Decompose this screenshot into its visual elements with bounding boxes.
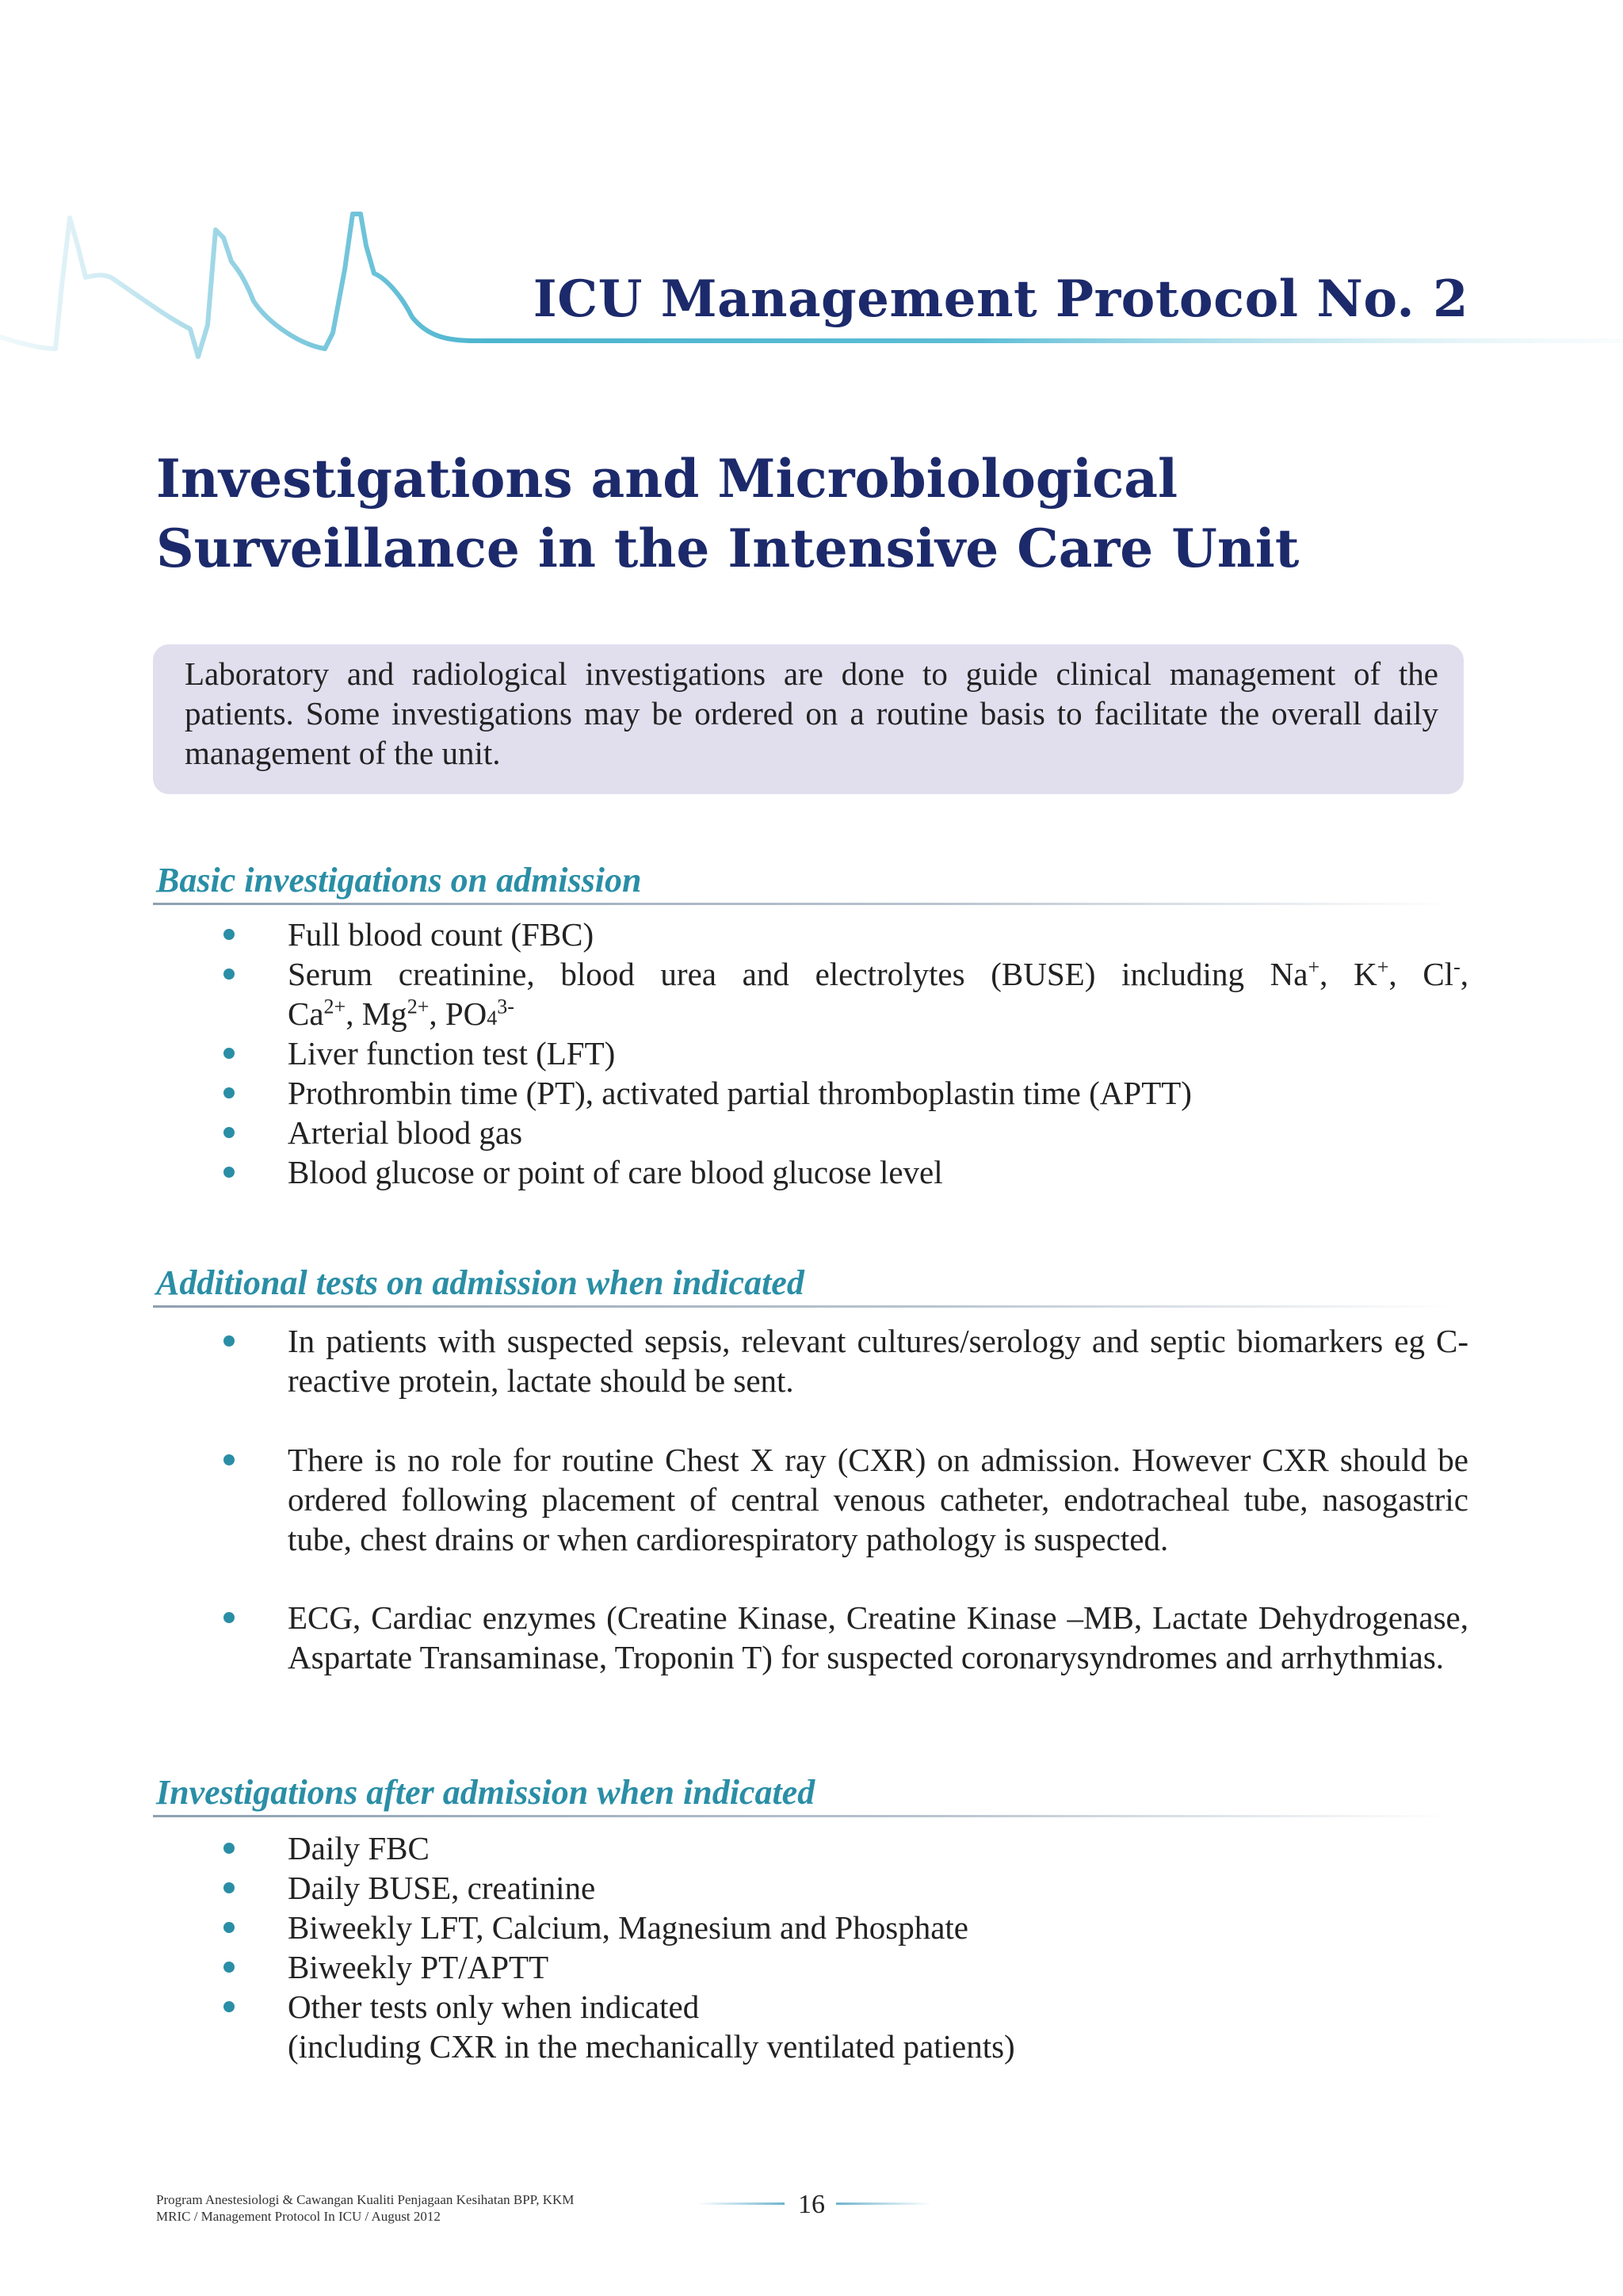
bullet-icon	[223, 929, 235, 940]
list-item-text: Blood glucose or point of care blood glucose level	[288, 1154, 943, 1190]
bullet-icon	[223, 1335, 235, 1347]
footer-rule-left	[697, 2202, 785, 2205]
bullet-icon	[223, 1612, 235, 1623]
section-heading-additional: Additional tests on admission when indicated	[156, 1263, 804, 1302]
page-title	[156, 444, 1464, 583]
list-item-text: Daily BUSE, creatinine	[288, 1870, 596, 1906]
bullet-icon	[223, 1087, 235, 1098]
bullet-icon	[223, 2001, 235, 2012]
page-number: 16	[798, 2190, 825, 2219]
list-item-text: Liver function test (LFT)	[288, 1035, 616, 1072]
list-item-text: Full blood count (FBC)	[288, 916, 594, 953]
bullet-icon	[223, 1882, 235, 1893]
footer-line-1: Program Anestesiologi & Cawangan Kualiti Penjagaan Kesihatan BPP, KKM	[156, 2192, 575, 2207]
list-item-text: Other tests only when indicated	[288, 1988, 700, 2025]
list-item-note: (including CXR in the mechanically ventilated patients)	[288, 2028, 1015, 2065]
page-title-line-2: Surveillance in the Intensive Care Unit	[156, 518, 1300, 579]
bullet-icon	[223, 1127, 235, 1138]
list-item-text: Biweekly PT/APTT	[288, 1949, 549, 1985]
list-item-text: In patients with suspected sepsis, relevant cultures/serology and septic biomarkers eg C-reactive protein, lactate should be sent.	[288, 1323, 1468, 1399]
bullet-icon	[223, 1454, 235, 1465]
section-rule-after-admission	[153, 1815, 1453, 1817]
list-item-text: Arterial blood gas	[288, 1114, 523, 1151]
section-heading-basic: Basic investigations on admission	[156, 861, 642, 900]
page-title-line-1: Investigations and Microbiological	[156, 448, 1178, 510]
footer-credits	[156, 2191, 574, 2225]
list-item-text-continued: $Ca^{2+}$, $Mg^{2+}$, $PO4^{3-}$	[288, 995, 514, 1032]
list-item-text: ECG, Cardiac enzymes (Creatine Kinase, Creatine Kinase –MB, Lactate Dehydrogenase, Aspartate Transaminase, Troponin T) for suspected coronarysyndromes and arrhythmias.	[288, 1599, 1468, 1675]
bullet-icon	[223, 1962, 235, 1973]
list-item-text: Biweekly LFT, Calcium, Magnesium and Phosphate	[288, 1909, 968, 1946]
section-rule-additional	[153, 1305, 1453, 1308]
intro-box: Laboratory and radiological investigations are done to guide clinical management of the patients. Some investigations may be ordered on a routine basis to facilitate the overall daily management of the unit.	[153, 644, 1464, 794]
section-heading-after-admission: Investigations after admission when indicated	[156, 1773, 815, 1812]
bullet-icon	[223, 968, 235, 980]
list-item-text: Serum creatinine, blood urea and electrolytes (BUSE) including Na+, K+, Cl-,	[288, 955, 1468, 992]
footer-rule-right	[836, 2202, 931, 2205]
protocol-title: ICU Management Protocol No. 2	[533, 269, 1468, 329]
list-item-text: Daily FBC	[288, 1830, 430, 1866]
bullet-icon	[223, 1843, 235, 1854]
bullet-icon	[223, 1167, 235, 1178]
bullet-icon	[223, 1048, 235, 1059]
bullet-icon	[223, 1922, 235, 1933]
section-rule-basic	[153, 903, 1453, 905]
footer-line-2: MRIC / Management Protocol In ICU / August 2012	[156, 2209, 441, 2224]
list-item-text: There is no role for routine Chest X ray (CXR) on admission. However CXR should be ordered following placement of central venous catheter, endotracheal tube, nasogastric tube, chest drains or when cardiorespiratory pathology is suspected.	[288, 1442, 1468, 1557]
list-item-text: Prothrombin time (PT), activated partial thromboplastin time (APTT)	[288, 1075, 1192, 1111]
